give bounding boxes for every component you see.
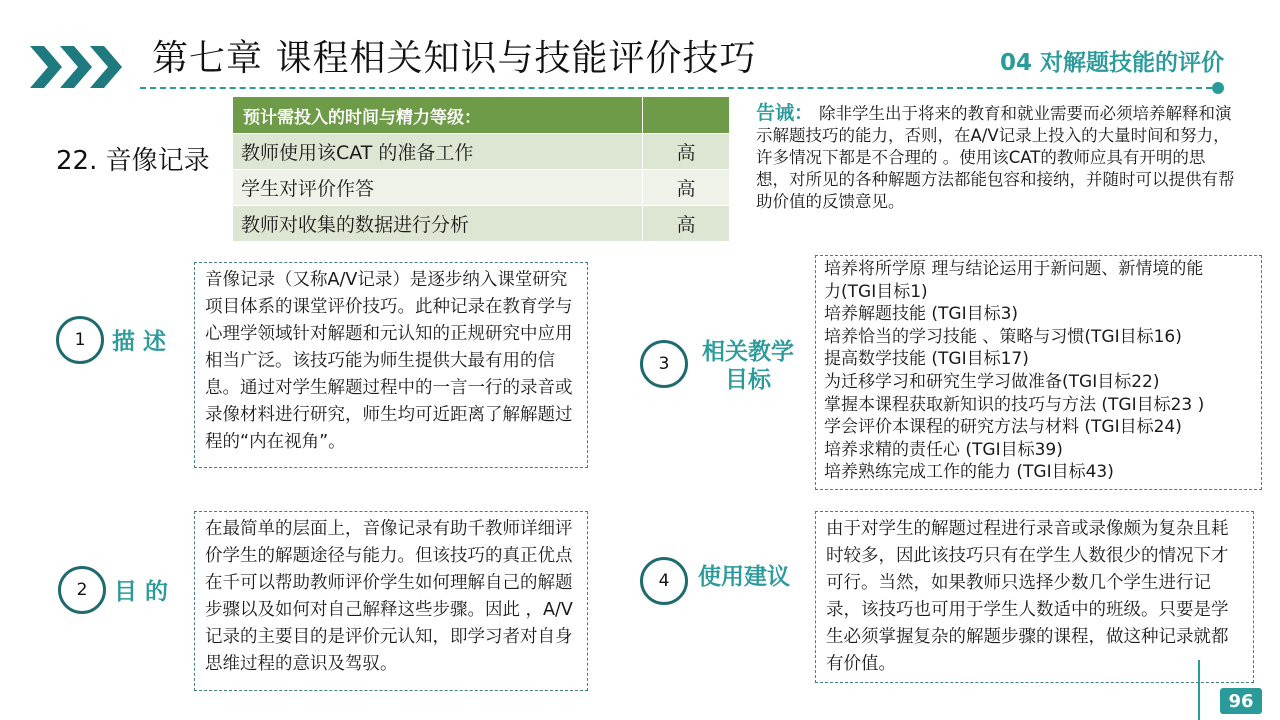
purpose-text: 在最简单的层面上，音像记录有助千教师详细评价学生的解题途径与能力。但该技巧的真正优点在千可以帮助教师评价学生如何理解自己的解题步骤以及如何对自己解释这些步骤。因此 ，A/V记录的主要目的是评价元认知，即学习者对自身思维过程的意识及驾驭。	[205, 519, 573, 674]
table-header-row	[233, 97, 730, 134]
list-item: 学会评价本课程的研究方法与材料 (TGI目标24)	[824, 417, 1182, 438]
goals-box	[815, 255, 1262, 490]
list-item: 培养解题技能 (TGI目标3)	[824, 304, 1019, 325]
label-goals-line1: 相关教学	[702, 339, 794, 365]
list-item: 培养恰当的学习技能 、策略与习惯(TGI目标16)	[824, 326, 1182, 347]
label-goals-line2: 目标	[725, 367, 771, 393]
page-subtitle: 04 对解题技能的评价	[999, 50, 1224, 76]
table-header-blank	[643, 97, 730, 134]
advice-text: 由于对学生的解题过程进行录音或录像颇为复杂且耗时较多，因此该技巧只有在学生人数很少的情况下才可行。当然，如果教师只选择少数几个学生进行记录，该技巧也可用于学生人数适中的班级。只要是学生必须掌握复杂的解题步骤的课程，做这种记录就都有价值。	[826, 519, 1229, 674]
table-cell-task: 教师对收集的数据进行分析	[233, 206, 643, 242]
list-item: 培养求精的责任心 (TGI目标39)	[824, 439, 1063, 460]
header-divider-dot	[1212, 82, 1224, 94]
table-row	[233, 170, 730, 206]
list-item: 提高数学技能 (TGI目标17)	[824, 349, 1029, 370]
section-title: 22. 音像记录	[56, 146, 210, 176]
warning-label: 告诫：	[756, 102, 814, 124]
page-number-divider	[1198, 660, 1200, 720]
number-badge-1: 1	[56, 316, 104, 364]
table-header-label: 预计需投入的时间与精力等级：	[233, 97, 643, 134]
table-cell-task: 教师使用该CAT 的准备工作	[233, 134, 643, 170]
page-title: 第七章 课程相关知识与技能评价技巧	[152, 38, 757, 79]
list-item: 掌握本课程获取新知识的技巧与方法 (TGI目标23 )	[824, 394, 1205, 415]
header-divider	[140, 87, 1222, 89]
label-goals	[702, 338, 794, 394]
table-cell-level: 高	[643, 134, 730, 170]
list-item: 培养将所学原 理与结论运用于新问题、新情境的能	[824, 259, 1204, 279]
advice-box	[815, 511, 1254, 683]
list-item: 力(TGI目标1)	[824, 281, 928, 302]
warning-text: 除非学生出于将来的教育和就业需要而必须培养解释和演示解题技巧的能力，否则，在A/V记录上投入的大量时间和努力，许多情况下都是不合理的 。使用该CAT的教师应具有开明的思想，对所见的各种解题方法都能包容和接纳，并随时可以提供有帮助价值的反馈意见。	[756, 104, 1235, 211]
number-badge-3: 3	[640, 340, 688, 388]
label-advice: 使用建议	[698, 564, 790, 590]
purpose-box	[194, 511, 588, 691]
table-row	[233, 206, 730, 242]
table-cell-level: 高	[643, 170, 730, 206]
list-item: 培养熟练完成工作的能力 (TGI目标43)	[824, 462, 1114, 483]
list-item: 为迁移学习和研究生学习做准备(TGI目标22)	[824, 371, 1160, 392]
page-number: 96	[1220, 688, 1262, 714]
table-row	[233, 134, 730, 170]
warning-note	[756, 102, 1236, 213]
number-badge-4: 4	[640, 557, 688, 605]
table-cell-level: 高	[643, 206, 730, 242]
number-badge-2: 2	[58, 566, 106, 614]
describe-text: 音像记录（又称A/V记录）是逐步纳入课堂研究项目体系的课堂评价技巧。此种记录在教育学与心理学领域针对解题和元认知的正规研究中应用相当广泛。该技巧能为师生提供大最有用的信息。通过对学生解题过程中的一言一行的录音或录像材料进行研究，师生均可近距离了解解题过程的“内在视角”。	[205, 270, 573, 452]
label-describe: 描 述	[112, 329, 167, 355]
table-cell-task: 学生对评价作答	[233, 170, 643, 206]
label-purpose: 目 的	[114, 579, 169, 605]
effort-level-table	[232, 96, 730, 242]
triple-chevron-icon	[30, 42, 130, 92]
describe-box	[194, 262, 588, 468]
